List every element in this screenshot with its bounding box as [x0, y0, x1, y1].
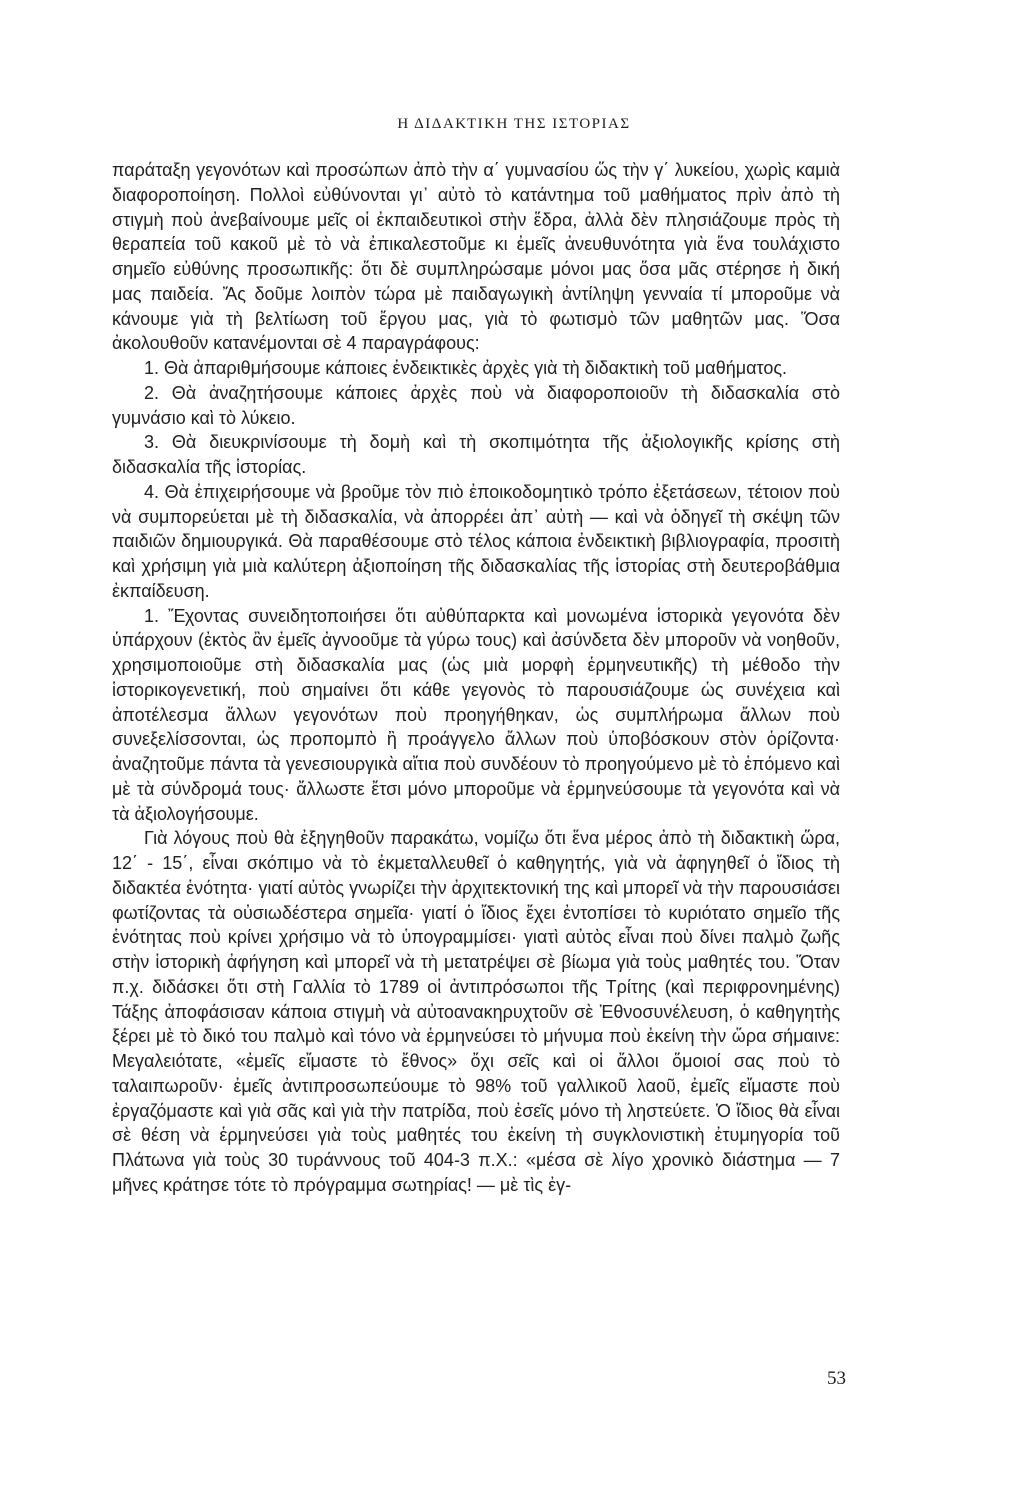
narration-paragraph: Γιὰ λόγους ποὺ θὰ ἐξηγηθοῦν παρακάτω, νομίζω ὅτι ἕνα μέρος ἀπὸ τὴ διδακτικὴ ὥρα, 12΄ - 15΄, εἶναι σκόπιμο νὰ τὸ ἐκμεταλλευθεῖ ὁ καθηγητής, γιὰ νὰ ἀφηγηθεῖ ὁ ἴδιος τὴ διδακτέα ἑνότητα· γιατί αὐτὸς γνωρίζει τὴν ἀρχιτεκτονική της καὶ μπορεῖ νὰ τὴν παρουσιάσει φωτίζοντας τὰ οὐσιωδέστερα σημεῖα· γιατί ὁ ἴδιος ἔχει ἐντοπίσει τὸ κυριότατο σημεῖο τῆς ἑνότητας ποὺ κρίνει χρήσιμο νὰ τὸ ὑπογραμμίσει· γιατὶ αὐτὸς εἶναι ποὺ δίνει παλμὸ ζωῆς στὴν ἱστορικὴ ἀφήγηση καὶ μπορεῖ νὰ τὴ μετατρέψει σὲ βίωμα γιὰ τοὺς μαθητές του. Ὅταν π.χ. διδάσκει ὅτι στὴ Γαλλία τὸ 1789 οἱ ἀντιπρόσωποι τῆς Τρίτης (καὶ περιφρονημένης) Τάξης ἀποφάσισαν κάποια στιγμὴ νὰ αὐτοανακηρυχτοῦν σὲ Ἐθνοσυνέλευση, ὁ καθηγητὴς ξέρει μὲ τὸ δικό του παλμὸ καὶ τόνο νὰ ἑρμηνεύσει τὸ μήνυμα ποὺ ἐκείνη τὴν ὥρα σήμαινε: Μεγαλειότατε, «ἐμεῖς εἴμαστε τὸ ἔθνος» ὄχι σεῖς καὶ οἱ ἄλλοι ὅμοιοί σας ποὺ τὸ ταλαιπωροῦν· ἐμεῖς ἀντιπροσωπεύουμε τὸ 98% τοῦ γαλλικοῦ λαοῦ, ἐμεῖς εἴμαστε ποὺ ἐργαζόμαστε καὶ γιὰ σᾶς καὶ γιὰ τὴν πατρίδα, ποὺ ἐσεῖς μόνο τὴ ληστεύετε. Ὁ ἴδιος θὰ εἶναι σὲ θέση νὰ ἑρμηνεύσει γιὰ τοὺς μαθητές του ἐκείνη τὴ συγκλονιστικὴ ἐτυμηγορία τοῦ Πλάτωνα γιὰ τοὺς 30 τυράννους τοῦ 404-3 π.Χ.: «μέσα σὲ λίγο χρονικὸ διάστημα — 7 μῆνες κράτησε τότε τὸ πρόγραμμα σωτηρίας! — μὲ τὶς ἐγ-: [112, 828, 840, 1195]
list-item-4: 4. Θὰ ἐπιχειρήσουμε νὰ βροῦμε τὸν πιὸ ἐποικοδομητικὸ τρόπο ἐξετάσεων, τέτοιον ποὺ νὰ συμπορεύεται μὲ τὴ διδασκαλία, νὰ ἀπορρέει ἀπ᾽ αὐτὴ — καὶ νὰ ὁδηγεῖ τὴ σκέψη τῶν παιδιῶν δημιουργικά. Θὰ παραθέσουμε στὸ τέλος κάποια ἐνδεικτικὴ βιβλιογραφία, προσιτὴ καὶ χρήσιμη γιὰ μιὰ καλύτερη ἀξιοποίηση τῆς διδασκαλίας τῆς ἱστορίας στὴ δευτεροβάθμια ἐκπαίδευση.: [112, 481, 840, 601]
page-number: 53: [827, 1368, 846, 1389]
paragraph-continuation: παράταξη γεγονότων καὶ προσώπων ἀπὸ τὴν α΄ γυμνασίου ὥς τὴν γ΄ λυκείου, χωρὶς καμιὰ διαφοροποίηση. Πολλοὶ εὐθύνονται γι᾽ αὐτὸ τὸ κατάντημα τοῦ μαθήματος πρὶν ἀπὸ τὴ στιγμὴ ποὺ ἀνεβαίνουμε μεῖς οἱ ἐκπαιδευτικοὶ στὴν ἕδρα, ἀλλὰ δὲν πλησιάζουμε πρὸς τὴ θεραπεία τοῦ κακοῦ μὲ τὸ νὰ ἐπικαλεστοῦμε κι ἐμεῖς ἀνευθυνότητα γιὰ ἕνα τουλάχιστο σημεῖο εὐθύνης προσωπικῆς: ὅτι δὲ συμπληρώσαμε μόνοι μας ὅσα μᾶς στέρησε ἡ δική μας παιδεία. Ἄς δοῦμε λοιπὸν τώρα μὲ παιδαγωγικὴ ἀντίληψη γενναία τί μποροῦμε νὰ κάνουμε γιὰ τὴ βελτίωση τοῦ ἔργου μας, γιὰ τὸ φωτισμὸ τῶν μαθητῶν μας. Ὅσα ἀκολουθοῦν κατανέμονται σὲ 4 παραγράφους:: [112, 160, 840, 354]
list-item-2: 2. Θὰ ἀναζητήσουμε κάποιες ἀρχὲς ποὺ νὰ διαφοροποιοῦν τὴ διδασκαλία στὸ γυμνάσιο καὶ τὸ λύκειο.: [112, 382, 840, 428]
list-item-1: 1. Θὰ ἀπαριθμήσουμε κάποιες ἐνδεικτικὲς ἀρχὲς γιὰ τὴ διδακτικὴ τοῦ μαθήματος.: [144, 358, 788, 378]
running-header: Η ΔΙΔΑΚΤΙΚΗ ΤΗΣ ΙΣΤΟΡΙΑΣ: [397, 116, 631, 132]
section-1-paragraph: 1. Ἔχοντας συνειδητοποιήσει ὅτι αὐθύπαρκτα καὶ μονωμένα ἱστορικὰ γεγονότα δὲν ὑπάρχουν (ἐκτὸς ἂν ἐμεῖς ἀγνοοῦμε τὰ γύρω τους) καὶ ἀσύνδετα δὲν μποροῦν νὰ νοηθοῦν, χρησιμοποιοῦμε στὴ διδασκαλία μας (ὡς μιὰ μορφὴ ἑρμηνευτικῆς) τὴ μέθοδο τὴν ἱστορικογενετική, ποὺ σημαίνει ὅτι κάθε γεγονὸς τὸ παρουσιάζουμε ὡς συνέχεια καὶ ἀποτέλεσμα ἄλλων γεγονότων ποὺ προηγήθηκαν, ὡς συμπλήρωμα ἄλλων ποὺ συνεξελίσσονται, ὡς προπομπὸ ἢ προάγγελο ἄλλων ποὺ ὑποβόσκουν στὸν ὁρίζοντα· ἀναζητοῦμε πάντα τὰ γενεσιουργικὰ αἴτια ποὺ συνδέουν τὸ προηγούμενο μὲ τὸ ἑπόμενο καὶ μὲ τὰ σύνδρομά τους· ἄλλωστε ἔτσι μόνο μποροῦμε νὰ ἑρμηνεύσουμε τὰ γεγονότα καὶ νὰ τὰ ἀξιολογήσουμε.: [112, 605, 840, 824]
body-text: [112, 158, 840, 1198]
list-item-3: 3. Θὰ διευκρινίσουμε τὴ δομὴ καὶ τὴ σκοπιμότητα τῆς ἀξιολογικῆς κρίσης στὴ διδασκαλία τῆς ἱστορίας.: [112, 432, 840, 477]
